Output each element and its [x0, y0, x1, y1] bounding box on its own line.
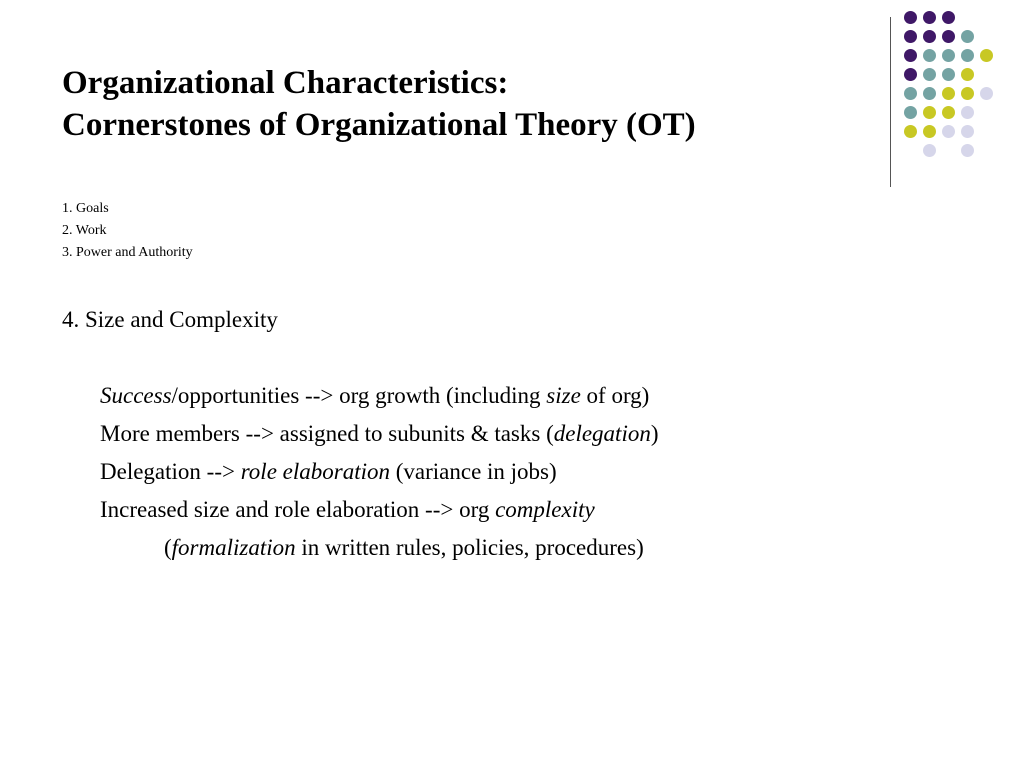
point-emphasis: role elaboration	[240, 459, 390, 484]
teal-dot	[923, 68, 936, 81]
olive-dot	[961, 87, 974, 100]
point-text: (variance in jobs)	[389, 459, 557, 484]
topic-item: 2. Work	[62, 223, 107, 238]
olive-dot	[942, 87, 955, 100]
teal-dot	[923, 49, 936, 62]
teal-dot	[942, 49, 955, 62]
lavender-dot	[961, 106, 974, 119]
point-emphasis: complexity	[495, 497, 595, 522]
lavender-dot	[980, 87, 993, 100]
point-emphasis: size	[546, 383, 581, 408]
point-line-2	[100, 418, 659, 456]
purple-dot	[904, 68, 917, 81]
point-text: Delegation -->	[100, 459, 241, 484]
point-text: More members --> assigned to subunits & tasks (	[100, 421, 554, 446]
purple-dot	[923, 30, 936, 43]
point-line-1	[100, 380, 659, 418]
point-text: (	[164, 535, 172, 560]
slide-title-line-2: Cornerstones of Organizational Theory (OT)	[62, 107, 696, 143]
olive-dot	[904, 125, 917, 138]
slide-title-line-1: Organizational Characteristics:	[62, 65, 509, 101]
point-line-5	[100, 532, 659, 570]
point-emphasis: Success	[100, 383, 172, 408]
lavender-dot	[961, 144, 974, 157]
point-text: of org)	[580, 383, 650, 408]
teal-dot	[961, 49, 974, 62]
point-emphasis: delegation	[553, 421, 651, 446]
teal-dot	[961, 30, 974, 43]
olive-dot	[980, 49, 993, 62]
purple-dot	[923, 11, 936, 24]
point-text: in written rules, policies, procedures)	[295, 535, 644, 560]
lavender-dot	[961, 125, 974, 138]
teal-dot	[942, 68, 955, 81]
slide-title	[62, 62, 696, 146]
teal-dot	[904, 106, 917, 119]
lavender-dot	[942, 125, 955, 138]
lavender-dot	[923, 144, 936, 157]
purple-dot	[904, 30, 917, 43]
point-line-3	[100, 456, 659, 494]
bullet-points	[100, 380, 659, 570]
purple-dot	[904, 49, 917, 62]
point-text: /opportunities --> org growth (including	[171, 383, 547, 408]
point-emphasis: formalization	[171, 535, 296, 560]
purple-dot	[942, 30, 955, 43]
olive-dot	[961, 68, 974, 81]
previous-topics-list	[62, 198, 193, 264]
point-text: )	[650, 421, 659, 446]
teal-dot	[923, 87, 936, 100]
topic-item: 1. Goals	[62, 201, 109, 216]
point-text: Increased size and role elaboration --> org	[100, 497, 496, 522]
olive-dot	[923, 125, 936, 138]
olive-dot	[942, 106, 955, 119]
point-line-4	[100, 494, 659, 532]
decorative-dot-grid	[904, 11, 1014, 171]
topic-item: 3. Power and Authority	[62, 245, 193, 260]
teal-dot	[904, 87, 917, 100]
purple-dot	[904, 11, 917, 24]
olive-dot	[923, 106, 936, 119]
vertical-divider	[890, 17, 891, 187]
section-heading: 4. Size and Complexity	[62, 307, 278, 332]
purple-dot	[942, 11, 955, 24]
